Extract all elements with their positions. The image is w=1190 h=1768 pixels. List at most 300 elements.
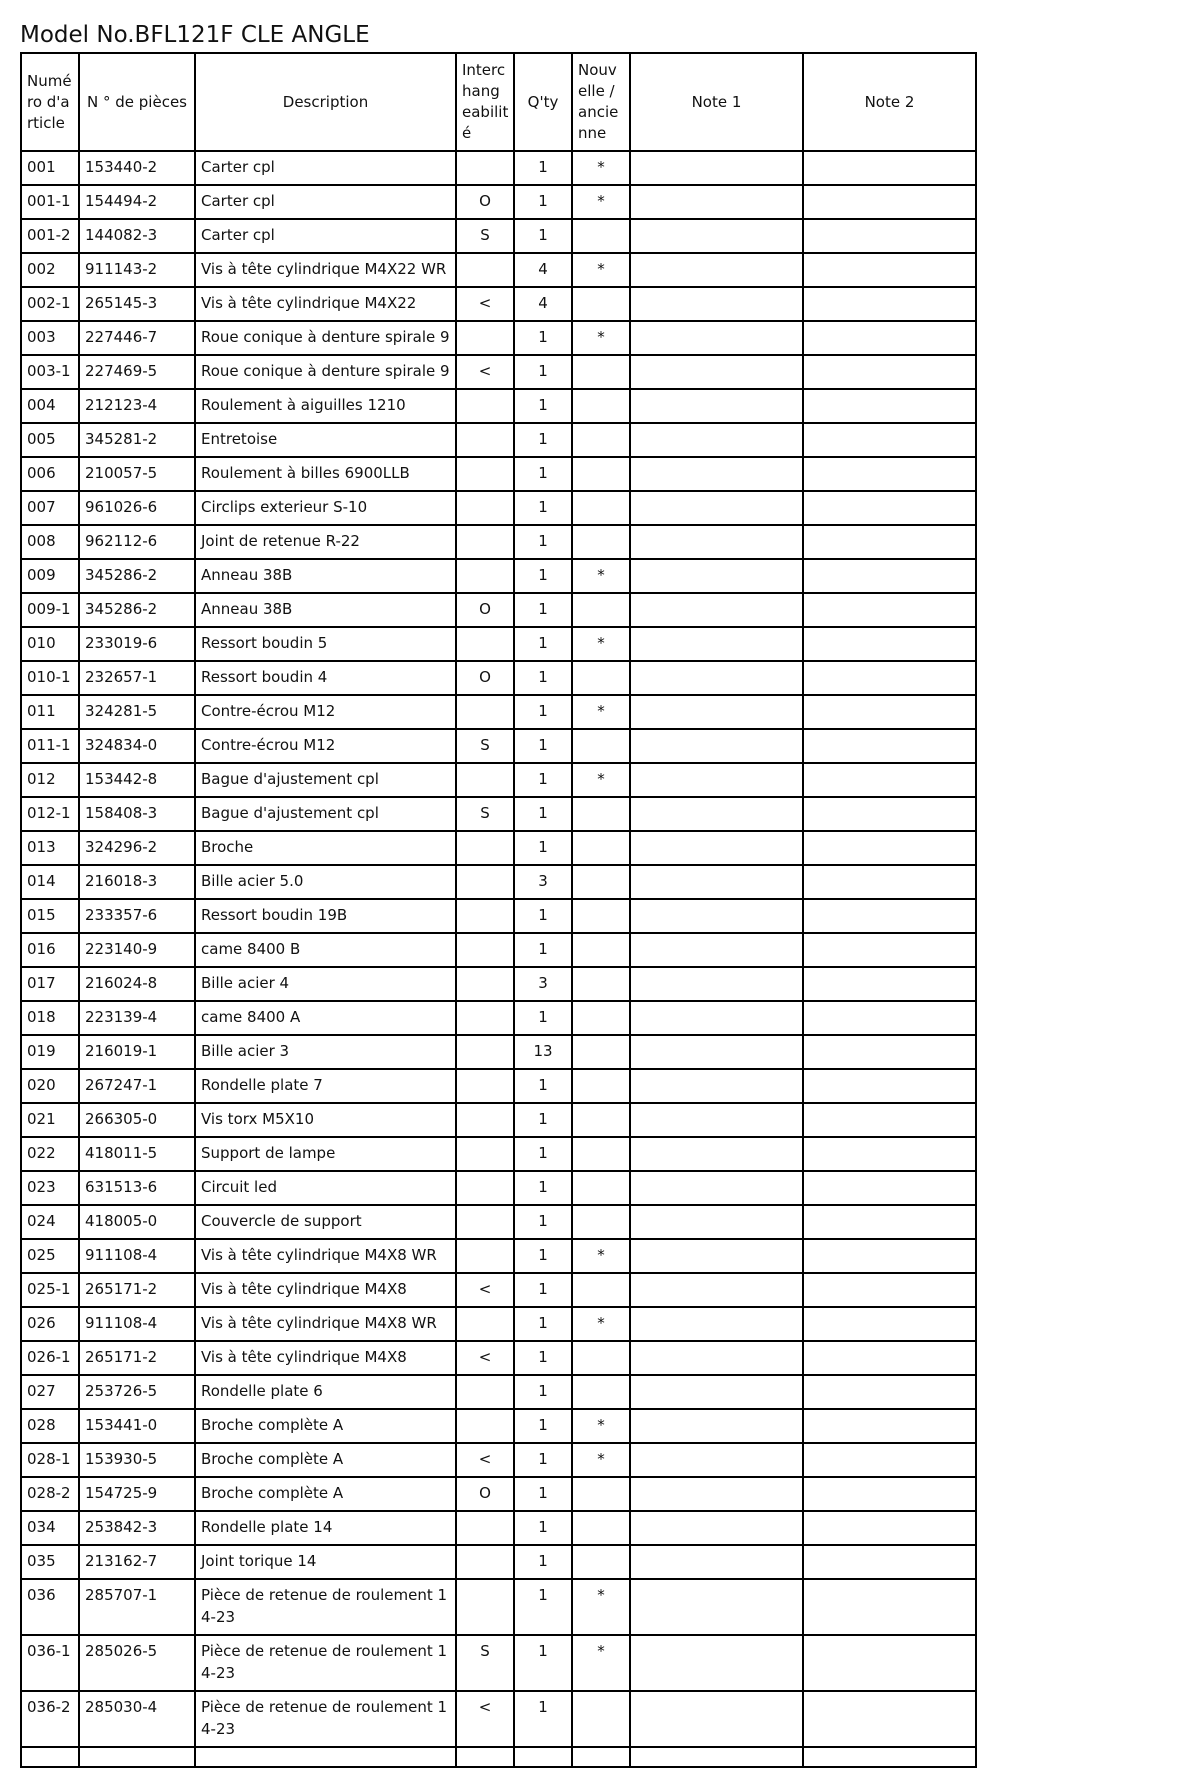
part-number-cell: 962112-6 (79, 525, 195, 559)
description-cell: Broche complète A (195, 1409, 456, 1443)
interchangeability-cell: S (456, 729, 514, 763)
new-old-cell: * (572, 1409, 630, 1443)
description-cell: Support de lampe (195, 1137, 456, 1171)
part-number-cell: 233357-6 (79, 899, 195, 933)
note-2-cell (803, 865, 976, 899)
table-row (21, 457, 976, 491)
new-old-cell (572, 1477, 630, 1511)
table-row (21, 967, 976, 1001)
article-number-cell: 002 (21, 253, 79, 287)
description-cell: Joint torique 14 (195, 1545, 456, 1579)
note-2-cell (803, 729, 976, 763)
description-cell: Pièce de retenue de roulement 1 4-23 (195, 1635, 456, 1691)
article-number-cell: 012-1 (21, 797, 79, 831)
quantity-cell: 1 (514, 355, 572, 389)
article-number-cell: 034 (21, 1511, 79, 1545)
article-number-cell: 021 (21, 1103, 79, 1137)
part-number-cell: 216018-3 (79, 865, 195, 899)
article-number-cell: 020 (21, 1069, 79, 1103)
article-number-cell: 028-1 (21, 1443, 79, 1477)
article-number-cell: 003 (21, 321, 79, 355)
table-row (21, 899, 976, 933)
note-2-cell (803, 1035, 976, 1069)
interchangeability-cell (456, 627, 514, 661)
article-number-cell: 018 (21, 1001, 79, 1035)
note-2-cell (803, 355, 976, 389)
note-2-cell (803, 1001, 976, 1035)
interchangeability-cell: S (456, 1635, 514, 1691)
header-note-1: Note 1 (630, 53, 803, 151)
new-old-cell (572, 491, 630, 525)
new-old-cell (572, 1137, 630, 1171)
description-cell: Roulement à aiguilles 1210 (195, 389, 456, 423)
interchangeability-cell (456, 865, 514, 899)
header-qty: Q'ty (514, 53, 572, 151)
article-number-cell: 001-2 (21, 219, 79, 253)
note-1-cell (630, 253, 803, 287)
new-old-cell (572, 831, 630, 865)
description-cell: Vis à tête cylindrique M4X22 WR (195, 253, 456, 287)
table-row (21, 151, 976, 185)
article-number-cell: 010 (21, 627, 79, 661)
description-cell: Vis à tête cylindrique M4X8 WR (195, 1239, 456, 1273)
description-cell: Anneau 38B (195, 559, 456, 593)
description-cell: Ressort boudin 4 (195, 661, 456, 695)
quantity-cell: 1 (514, 151, 572, 185)
table-row (21, 559, 976, 593)
part-number-cell: 144082-3 (79, 219, 195, 253)
article-number-cell: 003-1 (21, 355, 79, 389)
note-1-cell (630, 219, 803, 253)
article-number-cell: 007 (21, 491, 79, 525)
note-2-cell (803, 287, 976, 321)
description-cell: Roue conique à denture spirale 9 (195, 355, 456, 389)
interchangeability-cell: < (456, 1273, 514, 1307)
header-interchangeability: Interc hang eabilit é (456, 53, 514, 151)
interchangeability-cell (456, 1035, 514, 1069)
note-1-cell (630, 423, 803, 457)
part-number-cell: 418005-0 (79, 1205, 195, 1239)
empty-cell (803, 1747, 976, 1767)
note-1-cell (630, 1307, 803, 1341)
quantity-cell: 4 (514, 253, 572, 287)
interchangeability-cell (456, 1171, 514, 1205)
table-row (21, 933, 976, 967)
table-row (21, 1035, 976, 1069)
part-number-cell: 153442-8 (79, 763, 195, 797)
part-number-cell: 345286-2 (79, 593, 195, 627)
new-old-cell (572, 933, 630, 967)
note-1-cell (630, 797, 803, 831)
new-old-cell: * (572, 253, 630, 287)
new-old-cell (572, 1273, 630, 1307)
note-1-cell (630, 831, 803, 865)
note-1-cell (630, 593, 803, 627)
note-1-cell (630, 287, 803, 321)
note-2-cell (803, 457, 976, 491)
quantity-cell: 1 (514, 321, 572, 355)
part-number-cell: 324834-0 (79, 729, 195, 763)
part-number-cell: 154725-9 (79, 1477, 195, 1511)
table-row (21, 1691, 976, 1747)
new-old-cell (572, 1545, 630, 1579)
part-number-cell: 216019-1 (79, 1035, 195, 1069)
part-number-cell: 265171-2 (79, 1341, 195, 1375)
table-row (21, 1137, 976, 1171)
note-2-cell (803, 1545, 976, 1579)
note-2-cell (803, 1443, 976, 1477)
note-2-cell (803, 559, 976, 593)
interchangeability-cell (456, 1137, 514, 1171)
empty-cell (514, 1747, 572, 1767)
table-row (21, 1273, 976, 1307)
quantity-cell: 1 (514, 1137, 572, 1171)
article-number-cell: 012 (21, 763, 79, 797)
note-1-cell (630, 185, 803, 219)
header-article: Numé ro d'a rticle (21, 53, 79, 151)
table-row (21, 525, 976, 559)
header-description: Description (195, 53, 456, 151)
description-cell: Rondelle plate 6 (195, 1375, 456, 1409)
description-cell: Bague d'ajustement cpl (195, 763, 456, 797)
table-row (21, 865, 976, 899)
part-number-cell: 324296-2 (79, 831, 195, 865)
empty-cell (456, 1747, 514, 1767)
description-cell: Carter cpl (195, 151, 456, 185)
part-number-cell: 227469-5 (79, 355, 195, 389)
new-old-cell (572, 457, 630, 491)
note-1-cell (630, 151, 803, 185)
quantity-cell: 1 (514, 1171, 572, 1205)
table-row (21, 389, 976, 423)
article-number-cell: 009-1 (21, 593, 79, 627)
quantity-cell: 13 (514, 1035, 572, 1069)
interchangeability-cell (456, 423, 514, 457)
article-number-cell: 001-1 (21, 185, 79, 219)
part-number-cell: 227446-7 (79, 321, 195, 355)
new-old-cell: * (572, 321, 630, 355)
table-row (21, 1477, 976, 1511)
note-2-cell (803, 899, 976, 933)
description-cell: Broche complète A (195, 1443, 456, 1477)
part-number-cell: 223140-9 (79, 933, 195, 967)
new-old-cell: * (572, 1635, 630, 1691)
description-cell: Entretoise (195, 423, 456, 457)
description-cell: Bague d'ajustement cpl (195, 797, 456, 831)
interchangeability-cell (456, 967, 514, 1001)
interchangeability-cell (456, 151, 514, 185)
table-row (21, 185, 976, 219)
note-1-cell (630, 899, 803, 933)
article-number-cell: 035 (21, 1545, 79, 1579)
description-cell: Broche complète A (195, 1477, 456, 1511)
part-number-cell: 345286-2 (79, 559, 195, 593)
article-number-cell: 028-2 (21, 1477, 79, 1511)
note-2-cell (803, 1579, 976, 1635)
article-number-cell: 005 (21, 423, 79, 457)
quantity-cell: 1 (514, 593, 572, 627)
table-row (21, 1171, 976, 1205)
note-2-cell (803, 185, 976, 219)
new-old-cell (572, 355, 630, 389)
note-1-cell (630, 457, 803, 491)
note-2-cell (803, 1307, 976, 1341)
new-old-cell: * (572, 763, 630, 797)
table-row-partial (21, 1747, 976, 1767)
note-2-cell (803, 1691, 976, 1747)
note-2-cell (803, 1205, 976, 1239)
note-2-cell (803, 1477, 976, 1511)
quantity-cell: 1 (514, 1069, 572, 1103)
quantity-cell: 3 (514, 967, 572, 1001)
note-1-cell (630, 1137, 803, 1171)
quantity-cell: 1 (514, 1409, 572, 1443)
article-number-cell: 028 (21, 1409, 79, 1443)
note-1-cell (630, 1273, 803, 1307)
interchangeability-cell: O (456, 185, 514, 219)
note-2-cell (803, 253, 976, 287)
new-old-cell (572, 1511, 630, 1545)
table-row (21, 355, 976, 389)
description-cell: Ressort boudin 5 (195, 627, 456, 661)
note-1-cell (630, 1171, 803, 1205)
new-old-cell (572, 729, 630, 763)
note-1-cell (630, 1035, 803, 1069)
quantity-cell: 1 (514, 899, 572, 933)
new-old-cell (572, 1069, 630, 1103)
table-row (21, 1579, 976, 1635)
quantity-cell: 1 (514, 1001, 572, 1035)
quantity-cell: 1 (514, 1511, 572, 1545)
quantity-cell: 1 (514, 1205, 572, 1239)
interchangeability-cell (456, 1001, 514, 1035)
table-row (21, 1205, 976, 1239)
note-1-cell (630, 1069, 803, 1103)
interchangeability-cell (456, 1375, 514, 1409)
note-1-cell (630, 695, 803, 729)
quantity-cell: 1 (514, 1239, 572, 1273)
article-number-cell: 016 (21, 933, 79, 967)
part-number-cell: 285026-5 (79, 1635, 195, 1691)
description-cell: Vis à tête cylindrique M4X8 WR (195, 1307, 456, 1341)
table-row (21, 321, 976, 355)
quantity-cell: 1 (514, 525, 572, 559)
description-cell: came 8400 B (195, 933, 456, 967)
quantity-cell: 1 (514, 797, 572, 831)
table-row (21, 661, 976, 695)
table-row (21, 1443, 976, 1477)
part-number-cell: 911108-4 (79, 1239, 195, 1273)
table-row (21, 253, 976, 287)
interchangeability-cell (456, 559, 514, 593)
empty-cell (21, 1747, 79, 1767)
note-2-cell (803, 763, 976, 797)
article-number-cell: 008 (21, 525, 79, 559)
new-old-cell: * (572, 1239, 630, 1273)
note-2-cell (803, 933, 976, 967)
interchangeability-cell (456, 831, 514, 865)
note-1-cell (630, 355, 803, 389)
note-2-cell (803, 797, 976, 831)
article-number-cell: 025 (21, 1239, 79, 1273)
description-cell: Contre-écrou M12 (195, 729, 456, 763)
note-2-cell (803, 831, 976, 865)
new-old-cell: * (572, 1443, 630, 1477)
note-1-cell (630, 321, 803, 355)
interchangeability-cell (456, 389, 514, 423)
part-number-cell: 265171-2 (79, 1273, 195, 1307)
interchangeability-cell: O (456, 661, 514, 695)
empty-cell (572, 1747, 630, 1767)
part-number-cell: 911108-4 (79, 1307, 195, 1341)
note-1-cell (630, 491, 803, 525)
new-old-cell: * (572, 185, 630, 219)
description-cell: Ressort boudin 19B (195, 899, 456, 933)
interchangeability-cell: < (456, 1443, 514, 1477)
part-number-cell: 212123-4 (79, 389, 195, 423)
note-1-cell (630, 627, 803, 661)
part-number-cell: 267247-1 (79, 1069, 195, 1103)
note-2-cell (803, 1341, 976, 1375)
new-old-cell (572, 797, 630, 831)
quantity-cell: 1 (514, 423, 572, 457)
note-2-cell (803, 151, 976, 185)
part-number-cell: 213162-7 (79, 1545, 195, 1579)
quantity-cell: 1 (514, 457, 572, 491)
quantity-cell: 4 (514, 287, 572, 321)
note-1-cell (630, 661, 803, 695)
empty-cell (195, 1747, 456, 1767)
description-cell: Rondelle plate 14 (195, 1511, 456, 1545)
part-number-cell: 285707-1 (79, 1579, 195, 1635)
description-cell: Rondelle plate 7 (195, 1069, 456, 1103)
quantity-cell: 1 (514, 1635, 572, 1691)
interchangeability-cell (456, 1307, 514, 1341)
table-row (21, 1103, 976, 1137)
quantity-cell: 3 (514, 865, 572, 899)
note-2-cell (803, 1103, 976, 1137)
header-new-old: Nouv elle / ancie nne (572, 53, 630, 151)
new-old-cell (572, 1205, 630, 1239)
note-1-cell (630, 763, 803, 797)
note-1-cell (630, 729, 803, 763)
new-old-cell (572, 423, 630, 457)
note-1-cell (630, 1691, 803, 1747)
quantity-cell: 1 (514, 1545, 572, 1579)
parts-table-body (21, 151, 976, 1767)
description-cell: Vis torx M5X10 (195, 1103, 456, 1137)
part-number-cell: 153441-0 (79, 1409, 195, 1443)
table-row (21, 219, 976, 253)
parts-table (20, 52, 977, 1768)
quantity-cell: 1 (514, 763, 572, 797)
description-cell: Vis à tête cylindrique M4X22 (195, 287, 456, 321)
description-cell: Pièce de retenue de roulement 1 4-23 (195, 1579, 456, 1635)
interchangeability-cell (456, 1409, 514, 1443)
note-1-cell (630, 1545, 803, 1579)
article-number-cell: 004 (21, 389, 79, 423)
note-2-cell (803, 423, 976, 457)
quantity-cell: 1 (514, 1103, 572, 1137)
new-old-cell (572, 593, 630, 627)
quantity-cell: 1 (514, 185, 572, 219)
interchangeability-cell (456, 1069, 514, 1103)
interchangeability-cell (456, 1511, 514, 1545)
article-number-cell: 015 (21, 899, 79, 933)
interchangeability-cell: < (456, 287, 514, 321)
table-row (21, 1375, 976, 1409)
quantity-cell: 1 (514, 933, 572, 967)
new-old-cell (572, 1691, 630, 1747)
new-old-cell (572, 1341, 630, 1375)
part-number-cell: 253726-5 (79, 1375, 195, 1409)
new-old-cell (572, 287, 630, 321)
interchangeability-cell: < (456, 1341, 514, 1375)
note-2-cell (803, 661, 976, 695)
description-cell: Roulement à billes 6900LLB (195, 457, 456, 491)
description-cell: Pièce de retenue de roulement 1 4-23 (195, 1691, 456, 1747)
part-number-cell: 223139-4 (79, 1001, 195, 1035)
table-row (21, 1307, 976, 1341)
part-number-cell: 418011-5 (79, 1137, 195, 1171)
quantity-cell: 1 (514, 695, 572, 729)
quantity-cell: 1 (514, 1691, 572, 1747)
table-row (21, 695, 976, 729)
table-row (21, 729, 976, 763)
description-cell: Anneau 38B (195, 593, 456, 627)
note-1-cell (630, 933, 803, 967)
interchangeability-cell (456, 933, 514, 967)
note-1-cell (630, 559, 803, 593)
new-old-cell: * (572, 1579, 630, 1635)
quantity-cell: 1 (514, 627, 572, 661)
article-number-cell: 002-1 (21, 287, 79, 321)
table-row (21, 423, 976, 457)
article-number-cell: 036 (21, 1579, 79, 1635)
new-old-cell (572, 1171, 630, 1205)
article-number-cell: 036-1 (21, 1635, 79, 1691)
note-1-cell (630, 1001, 803, 1035)
description-cell: Joint de retenue R-22 (195, 525, 456, 559)
table-row (21, 627, 976, 661)
table-row (21, 1069, 976, 1103)
quantity-cell: 1 (514, 389, 572, 423)
interchangeability-cell (456, 457, 514, 491)
table-row (21, 287, 976, 321)
note-2-cell (803, 695, 976, 729)
note-2-cell (803, 593, 976, 627)
description-cell: Carter cpl (195, 185, 456, 219)
description-cell: Vis à tête cylindrique M4X8 (195, 1273, 456, 1307)
part-number-cell: 265145-3 (79, 287, 195, 321)
new-old-cell: * (572, 151, 630, 185)
article-number-cell: 009 (21, 559, 79, 593)
note-2-cell (803, 389, 976, 423)
new-old-cell: * (572, 1307, 630, 1341)
article-number-cell: 026-1 (21, 1341, 79, 1375)
interchangeability-cell (456, 1579, 514, 1635)
part-number-cell: 345281-2 (79, 423, 195, 457)
description-cell: Bille acier 3 (195, 1035, 456, 1069)
table-row (21, 797, 976, 831)
new-old-cell (572, 219, 630, 253)
note-1-cell (630, 1511, 803, 1545)
description-cell: Carter cpl (195, 219, 456, 253)
note-1-cell (630, 1375, 803, 1409)
new-old-cell (572, 1103, 630, 1137)
part-number-cell: 153440-2 (79, 151, 195, 185)
interchangeability-cell (456, 1545, 514, 1579)
